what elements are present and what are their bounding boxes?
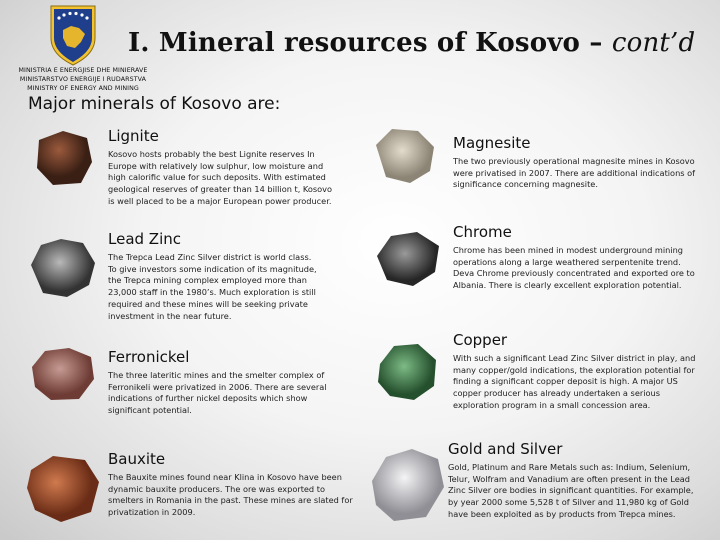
lead-zinc-rock-icon [27, 235, 99, 301]
page-title [128, 28, 695, 58]
mineral-name: Chrome [453, 223, 512, 241]
ferronickel-rock-icon [29, 345, 97, 403]
mineral-description: Chrome has been mined in modest underground mining operations along a large weathered serpentenite trend. Deva Chrome previously concentrated and exported ore to Albania. There is clearly excellent exploration potential. [453, 245, 695, 291]
page-title-suffix: cont’d [611, 28, 696, 58]
mineral-lignite [108, 127, 340, 208]
ministry-label [8, 66, 158, 93]
mineral-description: The Bauxite mines found near Klina in Kosovo have been dynamic bauxite producers. The ore was exported to smelters in Romania in the past. These mines are slated for privatization in 2009. [108, 472, 353, 518]
ministry-line-serbian: MINISTARSTVO ENERGIJE I RUDARSTVA [19, 76, 147, 83]
mineral-name: Copper [453, 331, 508, 349]
mineral-description: Kosovo hosts probably the best Lignite reserves In Europe with relatively low sulphur, low moisture and high calorific value for such deposits. With estimated geological reserves of greater than 14 billion t, Kosovo is well placed to be a major European power producer. [108, 149, 333, 206]
mineral-description: The three lateritic mines and the smelter complex of Ferronikeli were privatized in 2006. There are several indications of further nickel deposits which show significant potential. [108, 370, 327, 416]
mineral-magnesite [453, 134, 703, 191]
mineral-copper [453, 331, 708, 412]
mineral-chrome [453, 223, 703, 292]
gold-silver-rock-icon [368, 445, 448, 525]
chrome-rock-icon [373, 228, 443, 288]
page-title-main: I. Mineral resources of Kosovo – [128, 28, 603, 58]
kosovo-emblem-icon [49, 4, 97, 66]
mineral-name: Lead Zinc [108, 230, 182, 248]
mineral-lead-zinc [108, 230, 322, 322]
mineral-gold-silver [448, 440, 703, 521]
mineral-bauxite [108, 450, 358, 519]
mineral-name: Lignite [108, 127, 159, 145]
mineral-name: Ferronickel [108, 348, 190, 366]
mineral-ferronickel [108, 348, 340, 417]
mineral-description: The Trepca Lead Zinc Silver district is world class. To give investors some indication of its magnitude, the Trepca mining complex employed more than 23,000 staff in the 1980’s. Much exploration is still required and these mines will be seeking private investment in the near future. [108, 252, 317, 321]
mineral-description: Gold, Platinum and Rare Metals such as: Indium, Selenium, Telur, Wolfram and Vanadium are often present in the Lead Zinc Silver ore bodies in significant quantities. For example, by year 2000 some 5,528 t of Silver and 11,980 kg of Gold have been exploited as by products from Trepca mines. [448, 462, 694, 519]
lignite-rock-icon [33, 128, 95, 188]
magnesite-rock-icon [372, 125, 438, 185]
mineral-name: Magnesite [453, 134, 531, 152]
mineral-description: With such a significant Lead Zinc Silver district in play, and many copper/gold indications, the exploration potential for finding a significant copper deposit is high. A major US copper producer has already undertaken a serious exploration program in a small concession area. [453, 353, 696, 410]
mineral-name: Bauxite [108, 450, 166, 468]
mineral-description: The two previously operational magnesite mines in Kosovo were privatised in 2007. There are additional indications of significance concerning magnesite. [453, 156, 696, 190]
section-subtitle: Major minerals of Kosovo are: [28, 94, 281, 114]
copper-rock-icon [374, 340, 440, 404]
ministry-line-english: MINISTRY OF ENERGY AND MINING [27, 85, 139, 92]
ministry-line-albanian: MINISTRIA E ENERGJISE DHE MINIERAVE [18, 67, 148, 74]
mineral-name: Gold and Silver [448, 440, 563, 458]
bauxite-rock-icon [25, 452, 103, 524]
